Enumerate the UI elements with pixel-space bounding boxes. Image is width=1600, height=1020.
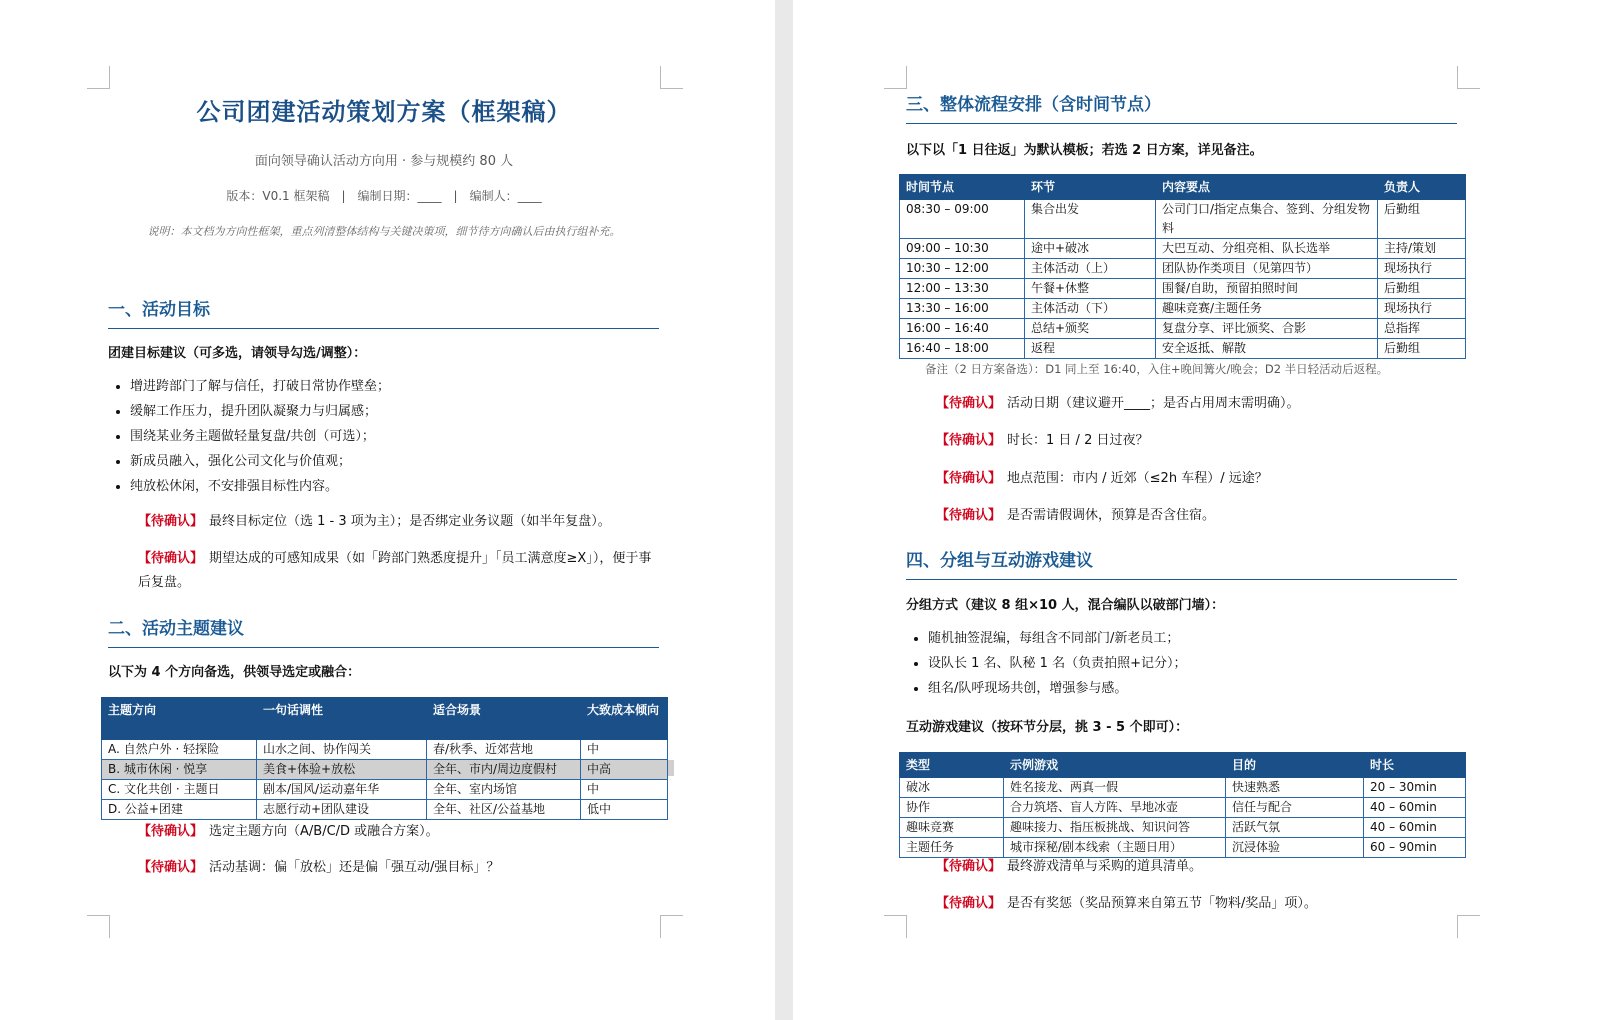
table-cell: B. 城市休闲 · 悦享 — [102, 760, 257, 780]
crop-mark — [1457, 915, 1480, 938]
document-meta: 版本：V0.1 框架稿 | 编制日期：____ | 编制人：____ — [226, 189, 542, 203]
table-cell: C. 文化共创 · 主题日 — [102, 780, 257, 800]
table-cell: 全年、社区/公益基地 — [427, 800, 581, 820]
column-header: 一句话调性 — [257, 698, 427, 740]
confirm-note: 【待确认】 活动日期（建议避开____；是否占用周末需明确）。 — [936, 396, 1300, 411]
confirm-note: 【待确认】 时长：1 日 / 2 日过夜？ — [936, 433, 1149, 448]
table-cell: 趣味竞赛 — [900, 818, 1004, 838]
table-cell: 美食+体验+放松 — [257, 760, 427, 780]
table-cell: 总指挥 — [1378, 319, 1466, 339]
column-header: 类型 — [900, 753, 1004, 778]
table-cell: 16:40 – 18:00 — [900, 339, 1025, 359]
table-cell: 安全返抵、解散 — [1156, 339, 1378, 359]
table-cell: 春/秋季、近郊营地 — [427, 740, 581, 760]
table-cell: 围餐/自助，预留拍照时间 — [1156, 279, 1378, 299]
table-cell: 40 – 60min — [1364, 798, 1466, 818]
list-item: • 增进跨部门了解与信任，打破日常协作壁垒； — [130, 374, 670, 399]
confirm-tag: 【待确认】 — [936, 433, 1002, 448]
table-cell: 山水之间、协作闯关 — [257, 740, 427, 760]
table-cell: 全年、市内/周边度假村 — [427, 760, 581, 780]
document-note: 说明：本文档为方向性框架，重点列清整体结构与关键决策项，细节待方向确认后由执行组补充。 — [147, 225, 621, 238]
column-header: 内容要点 — [1156, 175, 1378, 200]
table-cell: 低中 — [581, 800, 668, 820]
table-cell: 40 – 60min — [1364, 818, 1466, 838]
table-cell: 复盘分享、评比颁奖、合影 — [1156, 319, 1378, 339]
section-intro: 分组方式（建议 8 组×10 人，混合编队以破部门墙）： — [906, 598, 1225, 613]
table-row — [900, 798, 1466, 818]
row-resize-handle[interactable] — [668, 760, 674, 776]
section-intro: 以下以「1 日往返」为默认模板；若选 2 日方案，详见备注。 — [906, 143, 1263, 158]
table-cell: 现场执行 — [1378, 299, 1466, 319]
confirm-note: 【待确认】 期望达成的可感知成果（如「跨部门熟悉度提升」「员工满意度≥X」），便于事后复盘。 — [138, 551, 652, 590]
table-cell: 集合出发 — [1025, 200, 1156, 239]
table-cell: 20 – 30min — [1364, 778, 1466, 798]
table-header-row — [102, 698, 668, 740]
table-cell: 志愿行动+团队建设 — [257, 800, 427, 820]
table-cell: 午餐+休整 — [1025, 279, 1156, 299]
confirm-note: 【待确认】 是否有奖惩（奖品预算来自第五节「物料/奖品」项）。 — [936, 896, 1317, 911]
table-cell: 破冰 — [900, 778, 1004, 798]
crop-mark — [1457, 66, 1480, 89]
column-header: 目的 — [1226, 753, 1364, 778]
list-item: • 随机抽签混编，每组含不同部门/新老员工； — [928, 626, 1468, 651]
table-cell: 主持/策划 — [1378, 239, 1466, 259]
table-cell: 快速熟悉 — [1226, 778, 1364, 798]
crop-mark — [660, 915, 683, 938]
document-page-left — [0, 0, 775, 1020]
table-cell: 09:00 – 10:30 — [900, 239, 1025, 259]
crop-mark — [884, 915, 907, 938]
document-page-right — [793, 0, 1600, 1020]
table-cell: 总结+颁奖 — [1025, 319, 1156, 339]
section-heading: 四、分组与互动游戏建议 — [906, 546, 1457, 580]
table-cell: 12:00 – 13:30 — [900, 279, 1025, 299]
column-header: 主题方向 — [102, 698, 257, 740]
table-cell: 活跃气氛 — [1226, 818, 1364, 838]
table-header-row — [900, 175, 1466, 200]
table-cell: 剧本/国风/运动嘉年华 — [257, 780, 427, 800]
confirm-note: 【待确认】 最终游戏清单与采购的道具清单。 — [936, 859, 1203, 874]
column-header: 时间节点 — [900, 175, 1025, 200]
confirm-tag: 【待确认】 — [936, 896, 1002, 911]
table-cell: 团队协作类项目（见第四节） — [1156, 259, 1378, 279]
confirm-tag: 【待确认】 — [138, 551, 204, 566]
list-item: • 纯放松休闲，不安排强目标性内容。 — [130, 474, 670, 499]
section-heading: 三、整体流程安排（含时间节点） — [906, 90, 1457, 124]
table-row — [900, 239, 1466, 259]
confirm-note: 【待确认】 地点范围：市内 / 近郊（≤2h 车程）/ 远途？ — [936, 471, 1268, 486]
table-cell: 途中+破冰 — [1025, 239, 1156, 259]
column-header: 适合场景 — [427, 698, 581, 740]
confirm-note: 【待确认】 活动基调：偏「放松」还是偏「强互动/强目标」？ — [138, 860, 500, 875]
table-row — [900, 339, 1466, 359]
table-cell: 返程 — [1025, 339, 1156, 359]
goal-list — [108, 374, 670, 499]
crop-mark — [87, 66, 110, 89]
table-cell: 姓名接龙、两真一假 — [1004, 778, 1226, 798]
table-cell: 16:00 – 16:40 — [900, 319, 1025, 339]
section-heading: 一、活动目标 — [108, 295, 659, 329]
table-cell: 60 – 90min — [1364, 838, 1466, 858]
table-cell: 现场执行 — [1378, 259, 1466, 279]
table-cell: 后勤组 — [1378, 339, 1466, 359]
column-header: 环节 — [1025, 175, 1156, 200]
list-item: • 围绕某业务主题做轻量复盘/共创（可选）； — [130, 424, 670, 449]
table-cell: 08:30 – 09:00 — [900, 200, 1025, 239]
table-row — [900, 818, 1466, 838]
list-item: • 设队长 1 名、队秘 1 名（负责拍照+记分）； — [928, 651, 1468, 676]
table-cell: 后勤组 — [1378, 279, 1466, 299]
crop-mark — [884, 66, 907, 89]
confirm-note: 【待确认】 选定主题方向（A/B/C/D 或融合方案）。 — [138, 824, 439, 839]
schedule-remark: 备注（2 日方案备选）：D1 同上至 16:40，入住+晚间篝火/晚会；D2 半日轻活动后返程。 — [925, 362, 1389, 376]
document-subtitle: 面向领导确认活动方向用 · 参与规模约 80 人 — [254, 154, 514, 169]
table-cell: 中高 — [581, 760, 668, 780]
games-table — [899, 752, 1466, 858]
table-cell: 中 — [581, 740, 668, 760]
list-item: • 组名/队呼现场共创，增强参与感。 — [928, 676, 1468, 701]
confirm-tag: 【待确认】 — [936, 508, 1002, 523]
table-cell: 主体活动（上） — [1025, 259, 1156, 279]
table-row — [900, 778, 1466, 798]
table-row-selected[interactable] — [102, 760, 668, 780]
document-title: 公司团建活动策划方案（框架稿） — [196, 98, 572, 126]
table-cell: 主题任务 — [900, 838, 1004, 858]
table-row — [102, 740, 668, 760]
table-cell: 趣味接力、指压板挑战、知识问答 — [1004, 818, 1226, 838]
table-cell: 全年、室内场馆 — [427, 780, 581, 800]
confirm-tag: 【待确认】 — [138, 514, 204, 529]
section-intro: 团建目标建议（可多选，请领导勾选/调整）： — [108, 346, 367, 361]
section-intro: 互动游戏建议（按环节分层，挑 3 - 5 个即可）： — [906, 720, 1189, 735]
table-cell: A. 自然户外 · 轻探险 — [102, 740, 257, 760]
table-row — [900, 319, 1466, 339]
table-cell: 信任与配合 — [1226, 798, 1364, 818]
list-item: • 新成员融入，强化公司文化与价值观； — [130, 449, 670, 474]
table-cell: 13:30 – 16:00 — [900, 299, 1025, 319]
confirm-note: 【待确认】 最终目标定位（选 1 - 3 项为主）；是否绑定业务议题（如半年复盘）。 — [138, 514, 611, 529]
table-cell: 趣味竞赛/主题任务 — [1156, 299, 1378, 319]
column-header: 负责人 — [1378, 175, 1466, 200]
confirm-tag: 【待确认】 — [138, 824, 204, 839]
table-cell: 大巴互动、分组亮相、队长选举 — [1156, 239, 1378, 259]
grouping-list — [906, 626, 1468, 701]
confirm-tag: 【待确认】 — [936, 396, 1002, 411]
column-header: 时长 — [1364, 753, 1466, 778]
table-cell: 后勤组 — [1378, 200, 1466, 239]
confirm-tag: 【待确认】 — [936, 471, 1002, 486]
column-header: 大致成本倾向 — [581, 698, 668, 740]
table-cell: 沉浸体验 — [1226, 838, 1364, 858]
table-cell: 合力筑塔、盲人方阵、旱地冰壶 — [1004, 798, 1226, 818]
table-cell: 中 — [581, 780, 668, 800]
crop-mark — [660, 66, 683, 89]
column-header: 示例游戏 — [1004, 753, 1226, 778]
confirm-tag: 【待确认】 — [138, 860, 204, 875]
table-cell: D. 公益+团建 — [102, 800, 257, 820]
table-row — [102, 780, 668, 800]
table-cell: 协作 — [900, 798, 1004, 818]
table-cell: 主体活动（下） — [1025, 299, 1156, 319]
table-cell: 公司门口/指定点集合、签到、分组发物料 — [1156, 200, 1378, 239]
table-row — [900, 279, 1466, 299]
crop-mark — [87, 915, 110, 938]
list-item: • 缓解工作压力，提升团队凝聚力与归属感； — [130, 399, 670, 424]
section-heading: 二、活动主题建议 — [108, 614, 659, 648]
section-intro: 以下为 4 个方向备选，供领导选定或融合： — [108, 665, 361, 680]
table-row — [900, 259, 1466, 279]
theme-table — [101, 697, 668, 820]
table-header-row — [900, 753, 1466, 778]
table-row — [102, 800, 668, 820]
table-row — [900, 200, 1466, 239]
schedule-table — [899, 174, 1466, 359]
table-cell: 城市探秘/剧本线索（主题日用） — [1004, 838, 1226, 858]
confirm-note: 【待确认】 是否需请假调休，预算是否含住宿。 — [936, 508, 1216, 523]
table-cell: 10:30 – 12:00 — [900, 259, 1025, 279]
confirm-tag: 【待确认】 — [936, 859, 1002, 874]
table-row — [900, 299, 1466, 319]
